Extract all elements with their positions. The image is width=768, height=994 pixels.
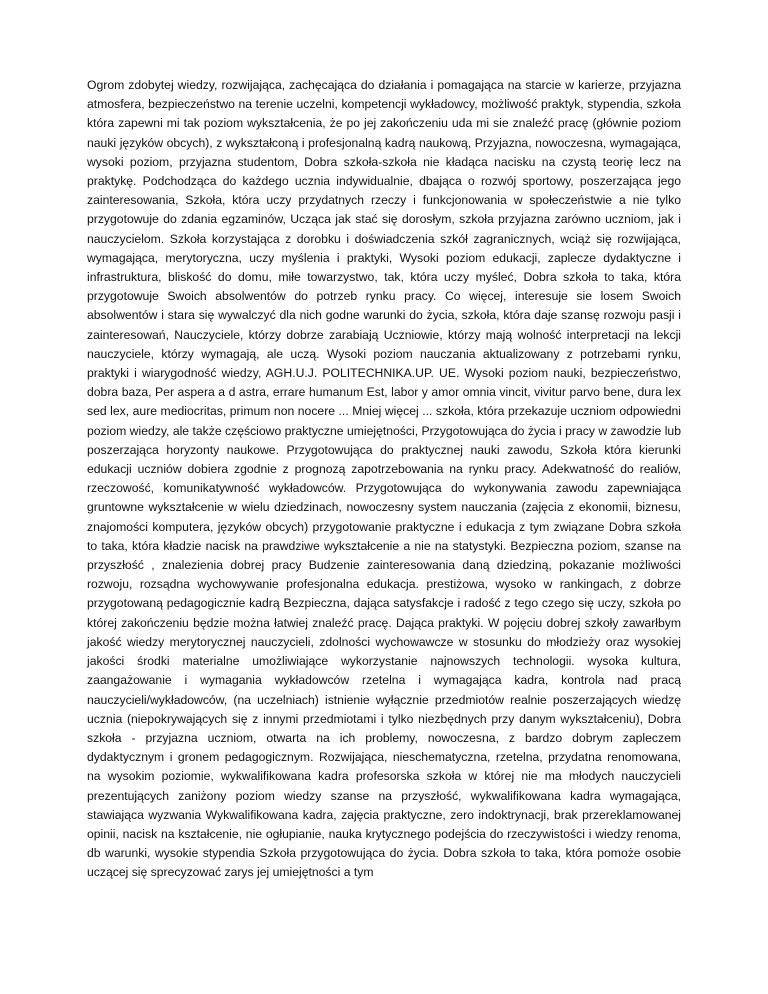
body-paragraph: Ogrom zdobytej wiedzy, rozwijająca, zachęcająca do działania i pomagająca na starcie w karierze, przyjazna atmosfera, bezpieczeństwo na terenie uczelni, kompetencji wykładowcy, możliwość praktyk, stypendia, szkoła która zapewni mi tak poziom wykształcenia, że po jej zakończeniu uda mi sie znaleźć pracę (głównie poziom nauki języków obcych), z wykształconą i profesjonalną kadrą naukową, Przyjazna, nowoczesna, wymagająca, wysoki poziom, przyjazna studentom, Dobra szkoła-szkoła nie kładąca nacisku na czystą teorię lecz na praktykę. Podchodząca do każdego ucznia indywidualnie, dbająca o rozwój sportowy, poszerzająca jego zainteresowania, Szkoła, która uczy przydatnych rzeczy i funkcjonowania w społeczeństwie a nie tylko przygotowuje do zdania egzaminów, Ucząca jak stać się dorosłym, szkoła przyjazna zarówno uczniom, jak i nauczycielom. Szkoła korzystająca z dorobku i doświadczenia szkół zagranicznych, wciąż się rozwijająca, wymagająca, merytoryczna, uczy myślenia i praktyki, Wysoki poziom edukacji, zaplecze dydaktyczne i infrastruktura, bliskość do domu, miłe towarzystwo, tak, która uczy myśleć, Dobra szkoła to taka, która przygotowuje Swoich absolwentów do potrzeb rynku pracy. Co więcej, interesuje sie losem Swoich absolwentów i stara się wywalczyć dla nich godne warunki do życia, szkoła, która daje szansę rozwoju pasji i zainteresowań, Nauczyciele, którzy dobrze zarabiają Uczniowie, którzy mają wolność interpretacji na lekcji nauczyciele, którzy wymagają, ale uczą. Wysoki poziom nauczania aktualizowany z potrzebami rynku, praktyki i wiarygodność wiedzy, AGH.U.J. POLITECHNIKA.UP. UE. Wysoki poziom nauki, bezpieczeństwo, dobra baza, Per aspera a d astra, errare humanum Est, labor y amor omnia vincit, vivitur parvo bene, dura lex sed lex, aure mediocritas, primum non nocere ... Mniej więcej ... szkoła, która przekazuje uczniom odpowiedni poziom wiedzy, ale także częściowo praktyczne umiejętności, Przygotowująca do życia i pracy w zawodzie lub poszerzająca horyzonty naukowe. Przygotowująca do praktycznej nauki zawodu, Szkoła która kierunki edukacji uczniów dobiera zgodnie z prognozą zapotrzebowania na rynku pracy. Adekwatność do realiów, rzeczowość, komunikatywność wykładowców. Przygotowująca do wykonywania zawodu zapewniająca gruntowne wykształcenie w wielu dziedzinach, nowoczesny system nauczania (zajęcia z ekonomii, biznesu, znajomości komputera, języków obcych) przygotowanie praktyczne i edukacja z tym związane Dobra szkoła to taka, która kładzie nacisk na prawdziwe wykształcenie a nie na statystyki. Bezpieczna poziom, szanse na przyszłość , znalezienia dobrej pracy Budzenie zainteresowania daną dziedziną, pokazanie możliwości rozwoju, rozsądna wychowywanie profesjonalna edukacja. prestiżowa, wysoko w rankingach, z dobrze przygotowaną pedagogicznie kadrą Bezpieczna, dająca satysfakcje i radość z tego czego się uczy, szkoła po której zakończeniu będzie można łatwiej znaleźć pracę. Dająca praktyki. W pojęciu dobrej szkoły zawarłbym jakość wiedzy merytorycznej nauczycieli, zdolności wychowawcze w stosunku do młodzieży oraz wysokiej jakości środki materialne umożliwiające wykorzystanie najnowszych technologii. wysoka kultura, zaangażowanie i wymagania wykładowców rzetelna i wymagająca kadra, kontrola nad pracą nauczycieli/wykładowców, (na uczelniach) istnienie wyłącznie przedmiotów realnie poszerzających wiedzę ucznia (niepokrywających się z innymi przedmiotami i tylko niezbędnych przy danym wykształceniu), Dobra szkoła - przyjazna uczniom, otwarta na ich problemy, nowoczesna, z bardzo dobrym zapleczem dydaktycznym i gronem pedagogicznym. Rozwijająca, nieschematyczna, rzetelna, przydatna renomowana, na wysokim poziomie, wykwalifikowana kadra profesorska szkoła w której nie ma młodych nauczycieli prezentujących zaniżony poziom wiedzy szanse na przyszłość, wykwalifikowana kadra wymagająca, stawiająca wyzwania Wykwalifikowana kadra, zajęcia praktyczne, zero indoktrynacji, brak przereklamowanej opinii, nacisk na kształcenie, nie ogłupianie, nauka krytycznego podejścia do rzeczywistości i wiedzy renoma, db warunki, wysokie stypendia Szkoła przygotowująca do życia. Dobra szkoła to taka, która pomoże osobie uczącej się sprecyzować zarys jej umiejętności a tym — [87, 78, 681, 880]
